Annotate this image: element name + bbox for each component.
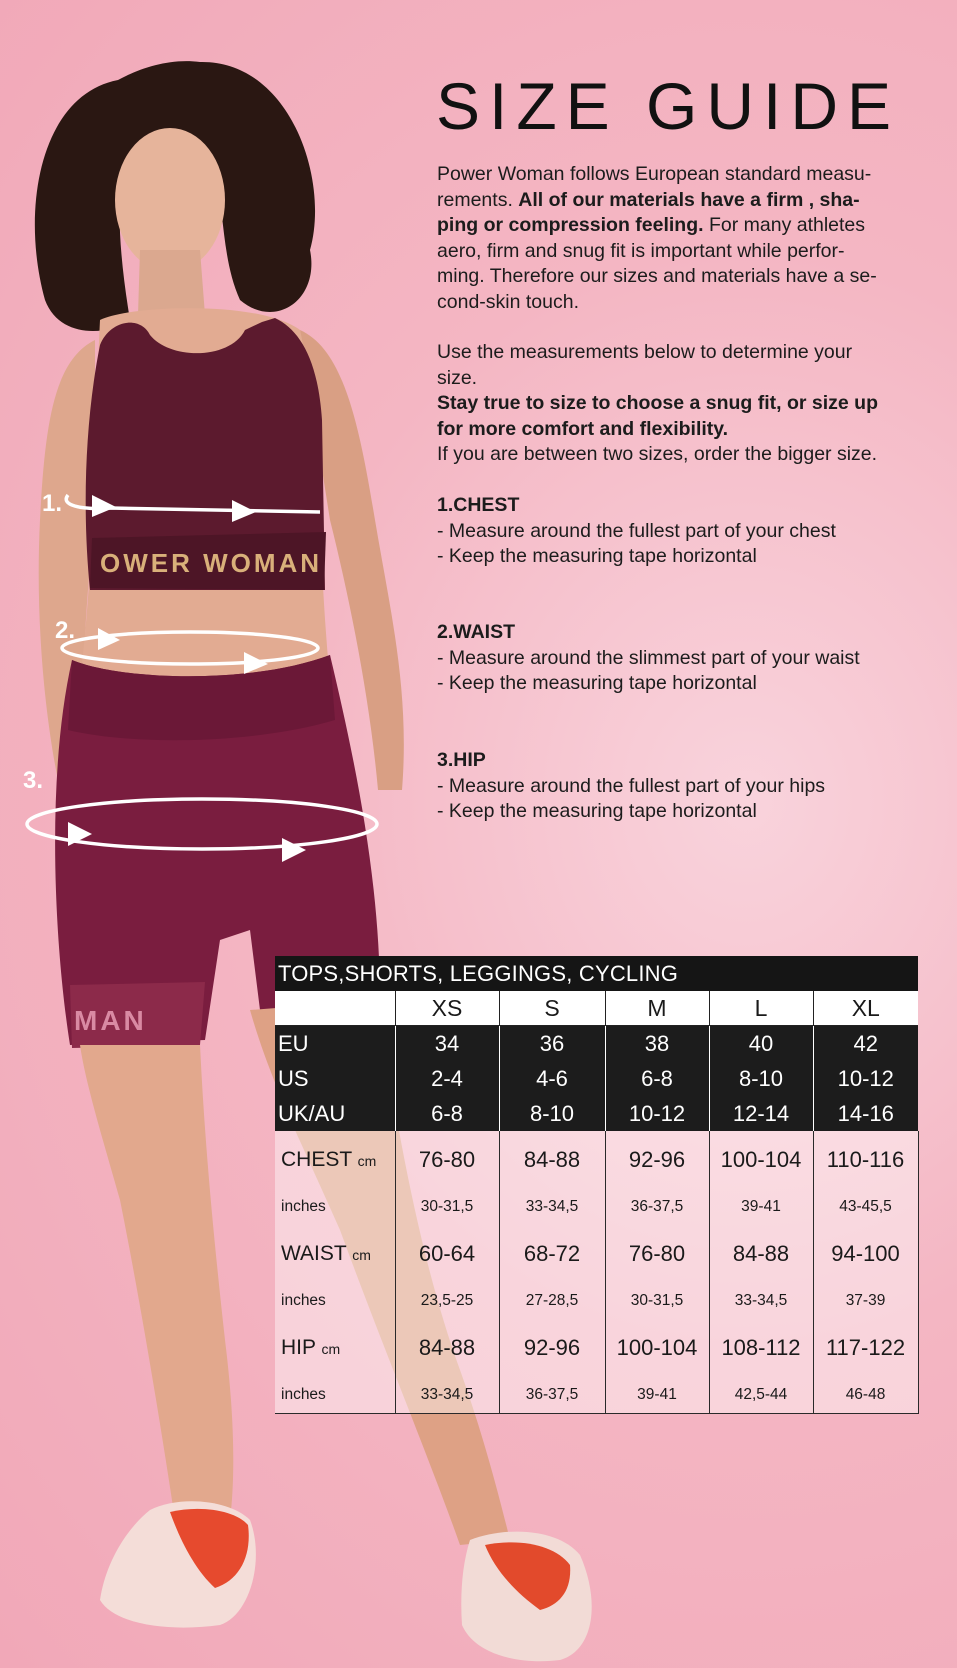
table-cell: 6-8 <box>395 1096 499 1131</box>
marker-chest: 1. <box>42 490 63 517</box>
row-label-text: WAIST <box>281 1242 347 1265</box>
table-caption: TOPS,SHORTS, LEGGINGS, CYCLING <box>275 956 918 991</box>
table-cell: 117-122 <box>813 1319 918 1377</box>
table-cell: 60-64 <box>395 1225 499 1283</box>
table-cell: 27-28,5 <box>499 1283 605 1319</box>
row-label: inches <box>275 1377 395 1414</box>
table-cell: 33-34,5 <box>395 1377 499 1414</box>
hip-inches-row <box>275 1377 918 1414</box>
hip-tip: - Keep the measuring tape horizontal <box>437 800 757 823</box>
intro-emphasis: All of our materials have a firm , sha- <box>518 188 860 211</box>
size-header: M <box>605 991 709 1026</box>
table-cell: 39-41 <box>709 1189 813 1225</box>
waist-heading: 2.WAIST <box>437 621 516 643</box>
table-cell: 43-45,5 <box>813 1189 918 1225</box>
table-cell: 68-72 <box>499 1225 605 1283</box>
table-cell: 2-4 <box>395 1061 499 1096</box>
size-header: XS <box>395 991 499 1026</box>
table-cell: 10-12 <box>605 1096 709 1131</box>
waist-section <box>437 620 927 697</box>
chest-inches-row <box>275 1189 918 1225</box>
table-cell: 37-39 <box>813 1283 918 1319</box>
intro-emphasis: ping or compression feeling. <box>437 214 704 237</box>
waist-cm-row <box>275 1225 918 1283</box>
table-cell: 36-37,5 <box>605 1189 709 1225</box>
neck <box>138 250 205 315</box>
intro-line: cond-skin touch. <box>437 290 579 313</box>
row-label: inches <box>275 1189 395 1225</box>
table-cell: 39-41 <box>605 1377 709 1414</box>
table-cell: 76-80 <box>395 1131 499 1189</box>
table-cell: 84-88 <box>709 1225 813 1283</box>
table-cell: 42,5-44 <box>709 1377 813 1414</box>
table-cell: 100-104 <box>709 1131 813 1189</box>
row-label: UK/AU <box>275 1096 395 1131</box>
table-cell: 42 <box>813 1026 918 1062</box>
row-label-text: CHEST <box>281 1148 352 1171</box>
hip-cm-row <box>275 1319 918 1377</box>
measurement-instructions <box>437 340 927 468</box>
conversion-row-eu <box>275 1026 918 1062</box>
intro-paragraph <box>437 162 927 316</box>
size-header: L <box>709 991 813 1026</box>
table-cell: 38 <box>605 1026 709 1062</box>
hip-tip: - Measure around the fullest part of your hips <box>437 774 826 797</box>
instruction-line: Use the measurements below to determine your <box>437 341 853 363</box>
shorts-brand-text: MAN <box>74 1005 147 1036</box>
table-cell: 30-31,5 <box>605 1283 709 1319</box>
table-cell: 108-112 <box>709 1319 813 1377</box>
table-cell: 36-37,5 <box>499 1377 605 1414</box>
table-cell: 94-100 <box>813 1225 918 1283</box>
table-cell: 92-96 <box>499 1319 605 1377</box>
table-cell: 30-31,5 <box>395 1189 499 1225</box>
table-cell: 92-96 <box>605 1131 709 1189</box>
table-cell: 23,5-25 <box>395 1283 499 1319</box>
hip-heading: 3.HIP <box>437 749 486 771</box>
table-cell: 8-10 <box>499 1096 605 1131</box>
size-header: S <box>499 991 605 1026</box>
table-cell: 4-6 <box>499 1061 605 1096</box>
intro-line: For many athletes <box>703 214 866 237</box>
header-empty-cell <box>275 991 395 1026</box>
row-label: inches <box>275 1283 395 1319</box>
instruction-line: If you are between two sizes, order the bigger size. <box>437 443 878 466</box>
row-label: US <box>275 1061 395 1096</box>
table-cell: 84-88 <box>395 1319 499 1377</box>
table-cell: 76-80 <box>605 1225 709 1283</box>
intro-line: ming. Therefore our sizes and materials have a se- <box>437 265 877 288</box>
row-label-text: HIP <box>281 1336 316 1359</box>
row-unit: cm <box>352 1247 371 1263</box>
table-cell: 84-88 <box>499 1131 605 1189</box>
marker-waist: 2. <box>55 617 76 644</box>
table-cell: 36 <box>499 1026 605 1062</box>
chest-cm-row <box>275 1131 918 1189</box>
table-cell: 100-104 <box>605 1319 709 1377</box>
left-leg <box>80 1045 233 1520</box>
waist-inches-row <box>275 1283 918 1319</box>
table-cell: 6-8 <box>605 1061 709 1096</box>
table-cell: 110-116 <box>813 1131 918 1189</box>
row-unit: cm <box>321 1341 341 1357</box>
size-header-row <box>275 991 918 1026</box>
table-cell: 14-16 <box>813 1096 918 1131</box>
instruction-emphasis: for more comfort and flexibility. <box>437 417 729 440</box>
chest-tip: - Measure around the fullest part of your chest <box>437 519 836 542</box>
chest-heading: 1.CHEST <box>437 494 520 516</box>
size-chart-table <box>275 956 919 1414</box>
hip-section <box>437 748 927 825</box>
size-header: XL <box>813 991 918 1026</box>
marker-hip: 3. <box>23 767 44 794</box>
table-cell: 33-34,5 <box>709 1283 813 1319</box>
row-unit: cm <box>357 1153 377 1169</box>
page-title: SIZE GUIDE <box>436 69 901 143</box>
row-label <box>275 1131 395 1189</box>
table-cell: 40 <box>709 1026 813 1062</box>
row-label <box>275 1225 395 1283</box>
intro-line: rements. <box>437 188 519 211</box>
table-cell: 10-12 <box>813 1061 918 1096</box>
bra-brand-text: OWER WOMAN <box>100 548 323 578</box>
table-cell: 8-10 <box>709 1061 813 1096</box>
table-cell: 33-34,5 <box>499 1189 605 1225</box>
waist-tip: - Keep the measuring tape horizontal <box>437 672 757 695</box>
conversion-row-us <box>275 1061 918 1096</box>
row-label <box>275 1319 395 1377</box>
waist-tip: - Measure around the slimmest part of your waist <box>437 646 860 669</box>
table-cell: 12-14 <box>709 1096 813 1131</box>
table-cell: 34 <box>395 1026 499 1062</box>
intro-line: aero, firm and snug fit is important while perfor- <box>437 239 845 262</box>
row-label: EU <box>275 1026 395 1062</box>
chest-tip: - Keep the measuring tape horizontal <box>437 545 757 568</box>
instruction-emphasis: Stay true to size to choose a snug fit, or size up <box>437 392 878 415</box>
conversion-row-uk-au <box>275 1096 918 1131</box>
instruction-line: size. <box>437 366 478 389</box>
intro-line: Power Woman follows European standard measu- <box>437 163 872 185</box>
chest-section <box>437 493 927 570</box>
table-cell: 46-48 <box>813 1377 918 1414</box>
